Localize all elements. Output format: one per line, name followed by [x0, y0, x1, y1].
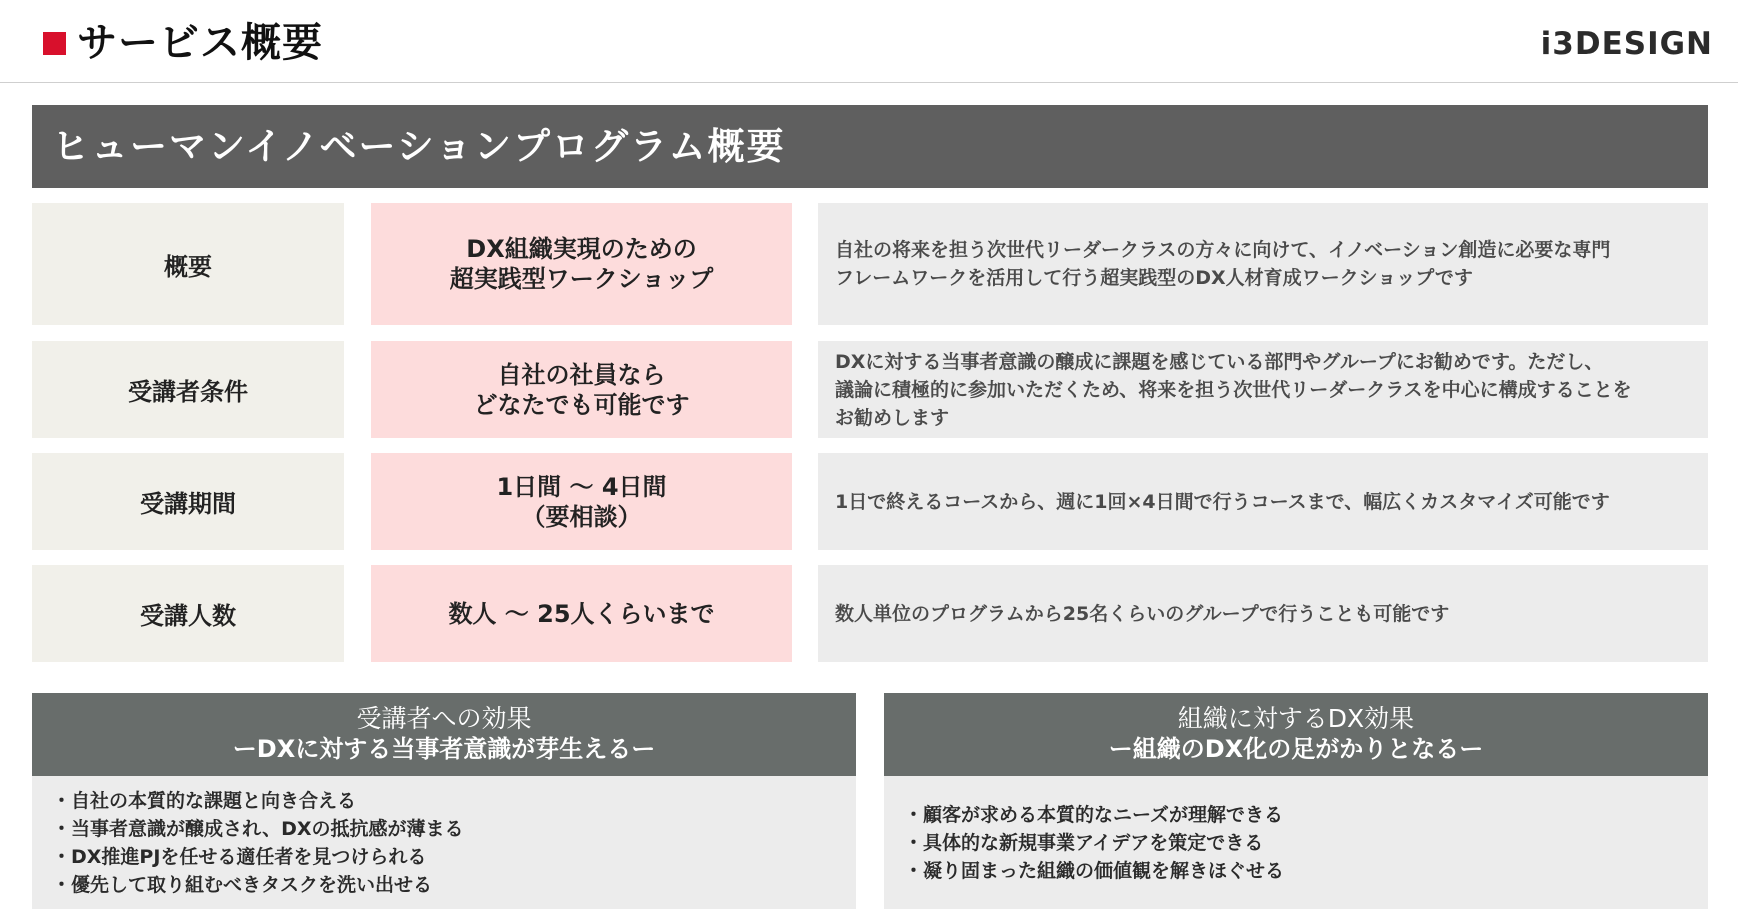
duration-row	[32, 453, 1708, 550]
effect-bullet: ・優先して取り組むべきタスクを洗い出せる	[52, 873, 433, 896]
row-highlight: 1日間 ～ 4日間 （要相談）	[371, 453, 792, 550]
effect-subtitle: 受講者への効果	[356, 704, 532, 733]
effect-header	[32, 693, 856, 776]
effect-bullet-list	[32, 776, 856, 909]
row-description: 自社の将来を担う次世代リーダークラスの方々に向けて、イノベーション創造に必要な専門 フレームワークを活用して行う超実践型のDX人材育成ワークショップです	[818, 203, 1708, 325]
row-highlight: 数人 ～ 25人くらいまで	[371, 565, 792, 662]
participants-row	[32, 565, 1708, 662]
row-description: 1日で終えるコースから、週に1回×4日間で行うコースまで、幅広くカスタマイズ可能です	[818, 453, 1708, 550]
effect-bullet: ・具体的な新規事業アイデアを策定できる	[904, 831, 1264, 854]
effect-bullet: ・凝り固まった組織の価値観を解きほぐせる	[904, 859, 1285, 882]
effect-bullet: ・当事者意識が醸成され、DXの抵抗感が薄まる	[52, 817, 464, 840]
row-highlight: 自社の社員なら どなたでも可能です	[371, 341, 792, 438]
eligibility-row	[32, 341, 1708, 438]
effect-subtitle: 組織に対するDX効果	[1177, 704, 1415, 733]
organization-effect-panel	[884, 693, 1708, 909]
effect-bullet: ・自社の本質的な課題と向き合える	[52, 789, 357, 812]
row-label: 概要	[32, 203, 344, 325]
effect-bullet: ・顧客が求める本質的なニーズが理解できる	[904, 803, 1284, 826]
effect-bullet: ・DX推進PJを任せる適任者を見つけられる	[52, 845, 427, 868]
effect-title: ーDXに対する当事者意識が芽生えるー	[232, 735, 656, 763]
row-description: 数人単位のプログラムから25名くらいのグループで行うことも可能です	[818, 565, 1708, 662]
company-logo: i3DESIGN	[1540, 26, 1713, 62]
row-label: 受講期間	[32, 453, 344, 550]
row-label: 受講人数	[32, 565, 344, 662]
effect-title: ー組織のDX化の足がかりとなるー	[1108, 735, 1484, 763]
overview-row	[32, 203, 1708, 325]
page-header	[0, 0, 1738, 83]
title-marker-icon	[43, 32, 66, 55]
participant-effect-panel	[32, 693, 856, 909]
page-title: サービス概要	[77, 20, 323, 66]
effect-bullet-list	[884, 776, 1708, 909]
effect-header	[884, 693, 1708, 776]
row-description: DXに対する当事者意識の醸成に課題を感じている部門やグループにお勧めです。ただし、 議論に積極的に参加いただくため、将来を担う次世代リーダークラスを中心に構成することを お勧めします	[818, 341, 1708, 438]
row-label: 受講者条件	[32, 341, 344, 438]
program-banner: ヒューマンイノベーションプログラム概要	[32, 105, 1708, 188]
row-highlight: DX組織実現のための 超実践型ワークショップ	[371, 203, 792, 325]
